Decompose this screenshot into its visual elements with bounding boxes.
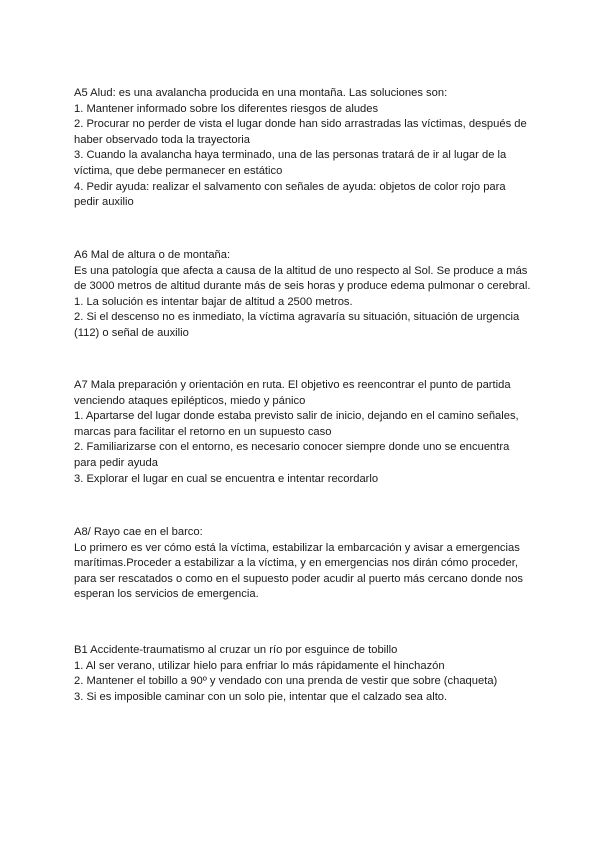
text-line: 3. Explorar el lugar en cual se encuentra e intentar recordarlo: [74, 472, 379, 485]
text-line: esperan los servicios de emergencia.: [74, 588, 259, 601]
section-a5-alud: [74, 86, 550, 211]
text-line: pedir auxilio: [74, 196, 134, 209]
text-line: para ser rescatados o como en el supuesto poder acudir al puerto más cercano donde nos: [74, 572, 524, 585]
text-line: de 3000 metros de altitud durante más de seis horas y produce edema pulmonar o cerebral.: [74, 280, 531, 293]
text-line: 2. Procurar no perder de vista el lugar donde han sido arrastradas las víctimas, después de: [74, 118, 527, 131]
section-a8-rayo-barco: [74, 525, 550, 603]
section-heading: A8/ Rayo cae en el barco:: [74, 526, 203, 538]
section-a6-mal-de-altura: [74, 248, 550, 342]
text-line: 3. Cuando la avalancha haya terminado, una de las personas tratará de ir al lugar de la: [74, 149, 507, 162]
text-line: 2. Si el descenso no es inmediato, la víctima agravaría su situación, situación de urgencia: [74, 311, 520, 324]
text-line: 4. Pedir ayuda: realizar el salvamento con señales de ayuda: objetos de color rojo para: [74, 180, 506, 193]
text-line: 1. Mantener informado sobre los diferentes riesgos de aludes: [74, 102, 379, 115]
text-line: 1. Al ser verano, utilizar hielo para enfriar lo más rápidamente el hinchazón: [74, 659, 445, 672]
section-heading: A5 Alud: es una avalancha producida en una montaña. Las soluciones son:: [74, 87, 448, 99]
text-line: 2. Familiarizarse con el entorno, es necesario conocer siempre donde uno se encuentra: [74, 441, 510, 454]
text-line: 1. La solución es intentar bajar de altitud a 2500 metros.: [74, 295, 353, 308]
section-b1-esguince: [74, 643, 550, 705]
text-line: 1. Apartarse del lugar donde estaba previsto salir de inicio, dejando en el camino señales,: [74, 410, 519, 423]
text-line: (112) o señal de auxilio: [74, 326, 189, 339]
text-line: venciendo ataques epilépticos, miedo y pánico: [74, 394, 306, 407]
text-line: para pedir ayuda: [74, 456, 158, 469]
text-line: víctima, que debe permanecer en estático: [74, 164, 283, 177]
section-heading: B1 Accidente-traumatismo al cruzar un río por esguince de tobillo: [74, 644, 398, 656]
section-heading: A7 Mala preparación y orientación en ruta. El objetivo es reencontrar el punto de partida: [74, 379, 511, 391]
section-a7-orientacion: [74, 378, 550, 487]
section-heading: A6 Mal de altura o de montaña:: [74, 249, 231, 261]
text-line: Lo primero es ver cómo está la víctima, estabilizar la embarcación y avisar a emergencias: [74, 541, 520, 554]
text-line: marcas para facilitar el retorno en un supuesto caso: [74, 425, 332, 438]
text-line: marítimas.Proceder a estabilizar a la víctima, y en emergencias nos dirán cómo proceder,: [74, 557, 518, 570]
text-line: 2. Mantener el tobillo a 90º y vendado con una prenda de vestir que sobre (chaqueta): [74, 675, 498, 688]
text-line: 3. Si es imposible caminar con un solo pie, intentar que el calzado sea alto.: [74, 690, 448, 703]
text-line: haber observado toda la trayectoria: [74, 133, 251, 146]
text-line: Es una patología que afecta a causa de la altitud de uno respecto al Sol. Se produce a más: [74, 264, 528, 277]
